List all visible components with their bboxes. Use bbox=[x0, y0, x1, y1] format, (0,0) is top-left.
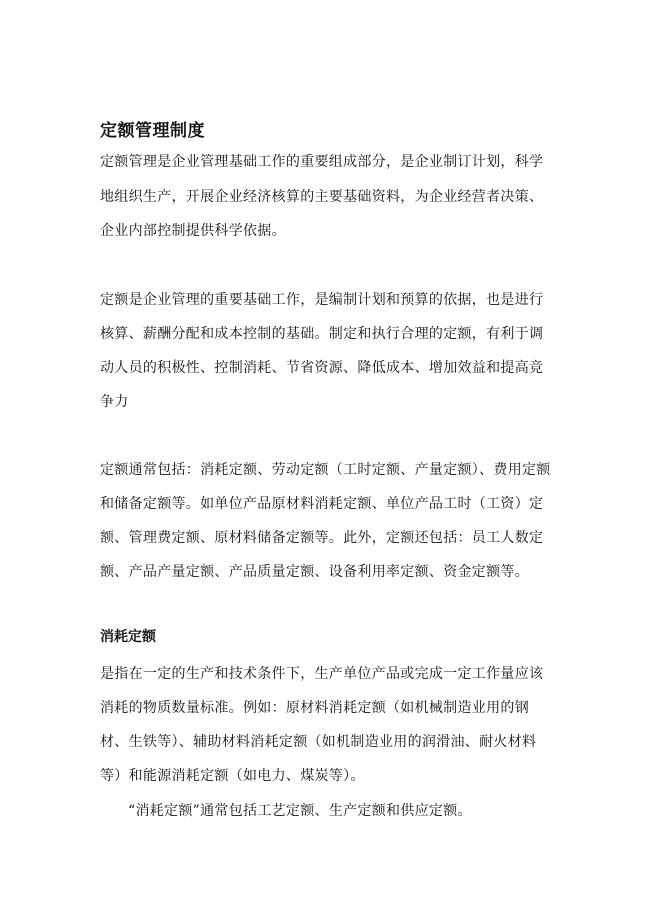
section-heading: 消耗定额 bbox=[100, 629, 156, 645]
paragraph-3-line-2: 和储备定额等。如单位产品原材料消耗定额、单位产品工时（工资）定 bbox=[100, 496, 544, 512]
paragraph-1-line-1: 定额管理是企业管理基础工作的重要组成部分，是企业制订计划，科学 bbox=[100, 154, 544, 170]
paragraph-1-line-3: 企业内部控制提供科学依据。 bbox=[100, 223, 286, 239]
paragraph-2-line-3: 动人员的积极性、控制消耗、节省资源、降低成本、增加效益和提高竞 bbox=[100, 360, 544, 376]
paragraph-2-line-4: 争力 bbox=[100, 394, 129, 410]
paragraph-4-line-3: 材、生铁等）、辅助材料消耗定额（如机制造业用的润滑油、耐火材料 bbox=[100, 734, 537, 750]
paragraph-4-line-2: 消耗的物质数量标准。例如：原材料消耗定额（如机械制造业用的钢 bbox=[100, 700, 529, 716]
document-title: 定额管理制度 bbox=[100, 121, 205, 141]
paragraph-2-line-1: 定额是企业管理的重要基础工作，是编制计划和预算的依据，也是进行 bbox=[100, 292, 544, 308]
paragraph-4-line-4: 等）和能源消耗定额（如电力、煤炭等）。 bbox=[100, 768, 365, 784]
paragraph-4-line-1: 是指在一定的生产和技术条件下，生产单位产品或完成一定工作量应该 bbox=[100, 666, 544, 682]
paragraph-2-line-2: 核算、薪酬分配和成本控制的基础。制定和执行合理的定额，有利于调 bbox=[100, 326, 544, 342]
paragraph-3-line-4: 额、产品产量定额、产品质量定额、设备利用率定额、资金定额等。 bbox=[100, 564, 529, 580]
paragraph-1-line-2: 地组织生产，开展企业经济核算的主要基础资料，为企业经营者决策、 bbox=[100, 189, 544, 205]
paragraph-3-line-3: 额、管理费定额、原材料储备定额等。此外，定额还包括：员工人数定 bbox=[100, 530, 544, 546]
paragraph-3-line-1: 定额通常包括：消耗定额、劳动定额（工时定额、产量定额）、费用定额 bbox=[100, 462, 551, 478]
paragraph-5: “消耗定额”通常包括工艺定额、生产定额和供应定额。 bbox=[128, 803, 472, 819]
